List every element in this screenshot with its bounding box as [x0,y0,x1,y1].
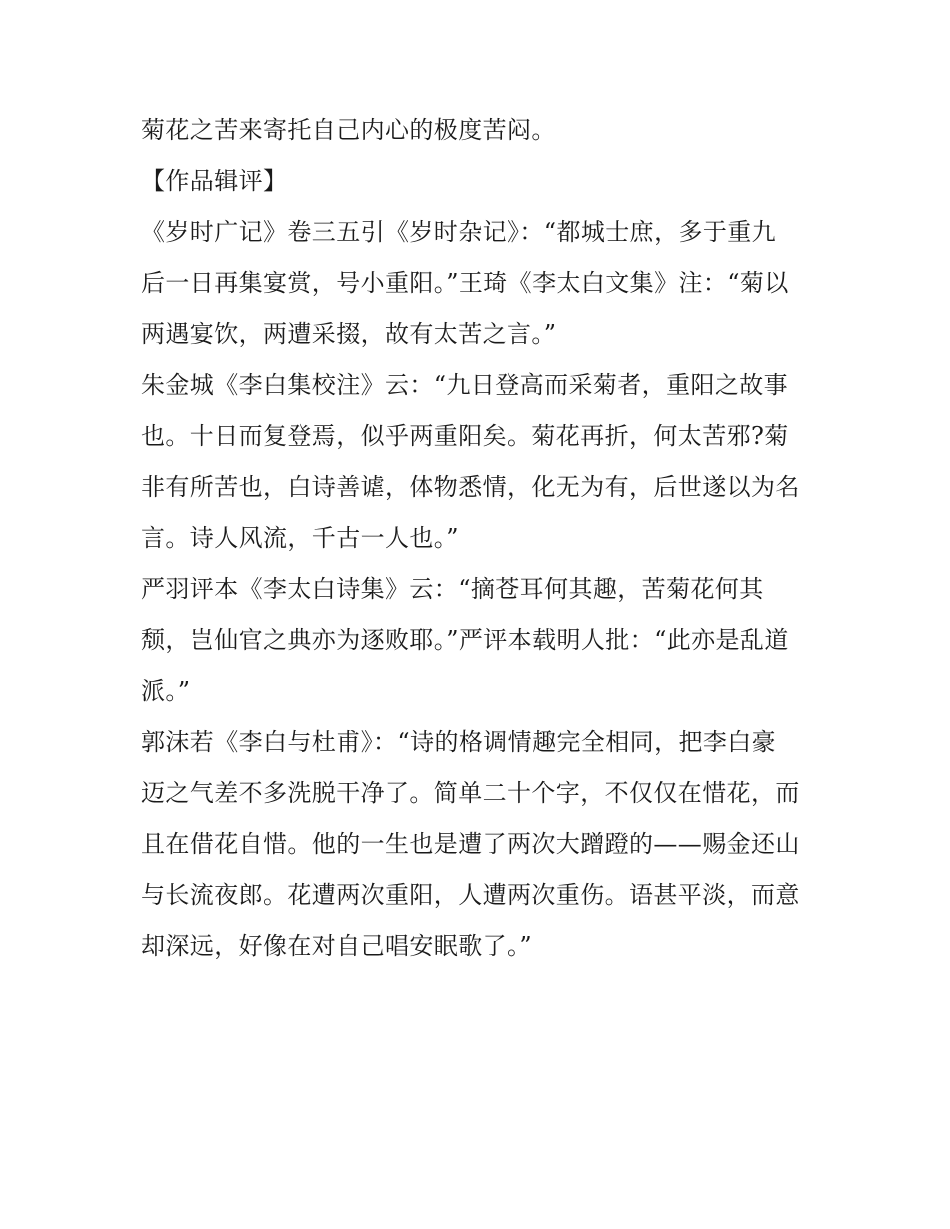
text-line: 非有所苦也，白诗善谑，体物悉情，化无为有，后世遂以为名 [141,473,800,501]
text-line: 菊花之苦来寄托自己内心的极度苦闷。 [141,116,556,144]
text-line: 郭沫若《李白与杜甫》：“诗的格调情趣完全相同，把李白豪 [141,728,777,756]
section-heading: 【作品辑评】 [141,167,288,195]
text-line: 也。十日而复登焉，似乎两重阳矣。菊花再折，何太苦邪?菊 [141,422,789,450]
text-line: 颓，岂仙官之典亦为逐败耶。”严评本载明人批：“此亦是乱道 [141,626,789,654]
text-line: 后一日再集宴赏，号小重阳。”王琦《李太白文集》注：“菊以 [141,269,789,297]
text-line: 且在借花自惜。他的一生也是遭了两次大蹭蹬的——赐金还山 [141,830,800,858]
document-body [141,109,821,976]
text-line: 与长流夜郎。花遭两次重阳，人遭两次重伤。语甚平淡，而意 [141,881,800,909]
text-line: 派。” [141,677,191,705]
text-line: 朱金城《李白集校注》云：“九日登高而采菊者，重阳之故事 [141,371,789,399]
text-line: 《岁时广记》卷三五引《岁时杂记》：“都城士庶，多于重九 [141,218,777,246]
text-line: 两遇宴饮，两遭采掇，故有太苦之言。” [141,320,557,348]
text-line: 严羽评本《李太白诗集》云：“摘苍耳何其趣，苦菊花何其 [141,575,764,603]
text-line: 迈之气差不多洗脱干净了。简单二十个字，不仅仅在惜花，而 [141,779,800,807]
text-line: 言。诗人风流，千古一人也。” [141,524,459,552]
text-line: 却深远，好像在对自己唱安眠歌了。” [141,932,533,960]
